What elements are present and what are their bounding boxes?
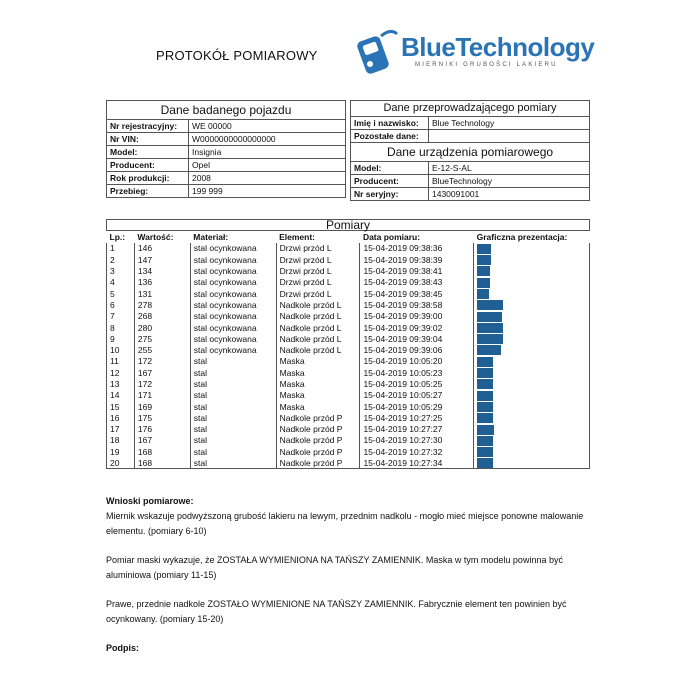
table-row <box>107 299 590 310</box>
graphic-cell <box>474 254 590 265</box>
vehicle-heading: Dane badanego pojazdu <box>107 101 346 120</box>
table-row <box>107 390 590 401</box>
device-icon <box>355 26 399 76</box>
column-header: Lp.: <box>109 232 126 243</box>
vehicle-row <box>107 120 346 133</box>
vehicle-label: Przebieg: <box>107 185 189 198</box>
lp-cell: 13 <box>107 378 135 389</box>
material-cell: stal ocynkowana <box>190 322 276 333</box>
lp-cell: 18 <box>107 435 135 446</box>
thickness-bar <box>477 391 493 401</box>
vehicle-row <box>107 146 346 159</box>
lp-cell: 19 <box>107 446 135 457</box>
element-cell: Nadkole przód L <box>276 322 360 333</box>
element-cell: Drzwi przód L <box>276 277 360 288</box>
column-header: Materiał: <box>193 232 229 243</box>
element-cell: Maska <box>276 367 360 378</box>
graphic-cell <box>474 367 590 378</box>
table-row <box>107 311 590 322</box>
date-cell: 15-04-2019 10:05:29 <box>360 401 474 412</box>
thickness-bar <box>477 402 493 412</box>
value-cell: 169 <box>134 401 190 412</box>
conclusion-2: Pomiar maski wykazuje, że ZOSTAŁA WYMIENIONA NA TAŃSZY ZAMIENNIK. Maska w tym modelu powinna być aluminiowa (pomiary 11-15) <box>106 555 563 580</box>
value-cell: 275 <box>134 333 190 344</box>
graphic-cell <box>474 401 590 412</box>
vehicle-label: Nr rejestracyjny: <box>107 120 189 133</box>
vehicle-row <box>107 133 346 146</box>
thickness-bar <box>477 323 503 333</box>
value-cell: 268 <box>134 311 190 322</box>
value-cell: 176 <box>134 424 190 435</box>
element-cell: Drzwi przód L <box>276 288 360 299</box>
value-cell: 172 <box>134 378 190 389</box>
material-cell: stal ocynkowana <box>190 265 276 276</box>
thickness-bar <box>477 278 490 288</box>
vehicle-value: 2008 <box>189 172 346 185</box>
material-cell: stal <box>190 457 276 468</box>
table-row <box>107 457 590 468</box>
table-row <box>107 401 590 412</box>
table-row <box>107 378 590 389</box>
lp-cell: 6 <box>107 299 135 310</box>
date-cell: 15-04-2019 10:05:27 <box>360 390 474 401</box>
table-row <box>107 435 590 446</box>
value-cell: 168 <box>134 457 190 468</box>
graphic-cell <box>474 322 590 333</box>
material-cell: stal <box>190 356 276 367</box>
material-cell: stal ocynkowana <box>190 277 276 288</box>
measurements-table <box>106 219 590 469</box>
value-cell: 136 <box>134 277 190 288</box>
conclusions-heading: Wnioski pomiarowe: <box>106 496 194 506</box>
element-cell: Drzwi przód L <box>276 254 360 265</box>
thickness-bar <box>477 244 491 254</box>
graphic-cell <box>474 243 590 254</box>
material-cell: stal <box>190 378 276 389</box>
table-row <box>107 288 590 299</box>
value-cell: 255 <box>134 344 190 355</box>
element-cell: Nadkole przód L <box>276 333 360 344</box>
graphic-cell <box>474 299 590 310</box>
element-cell: Nadkole przód L <box>276 344 360 355</box>
element-cell: Nadkole przód P <box>276 457 360 468</box>
thickness-bar <box>477 368 493 378</box>
vehicle-label: Producent: <box>107 159 189 172</box>
thickness-bar <box>477 447 493 457</box>
material-cell: stal <box>190 412 276 423</box>
material-cell: stal <box>190 446 276 457</box>
table-row <box>107 424 590 435</box>
material-cell: stal ocynkowana <box>190 311 276 322</box>
column-header: Graficzna prezentacja: <box>476 232 568 243</box>
thickness-bar <box>477 425 493 435</box>
thickness-bar <box>477 312 502 322</box>
measurer-label: Pozostałe dane: <box>351 130 429 143</box>
element-cell: Maska <box>276 401 360 412</box>
graphic-cell <box>474 390 590 401</box>
vehicle-label: Model: <box>107 146 189 159</box>
graphic-cell <box>474 424 590 435</box>
device-row <box>351 175 590 188</box>
graphic-cell <box>474 446 590 457</box>
date-cell: 15-04-2019 10:27:25 <box>360 412 474 423</box>
thickness-bar <box>477 266 490 276</box>
table-row <box>107 412 590 423</box>
brand-tagline: MIERNIKI GRUBOŚCI LAKIERU <box>415 62 558 68</box>
lp-cell: 3 <box>107 265 135 276</box>
graphic-cell <box>474 344 590 355</box>
element-cell: Nadkole przód P <box>276 435 360 446</box>
conclusion-1: Miernik wskazuje podwyższoną grubość lakieru na lewym, przednim nadkolu - mogło mieć miejsce ponowne malowanie elementu. (pomiary 6-10) <box>106 511 584 536</box>
lp-cell: 10 <box>107 344 135 355</box>
value-cell: 147 <box>134 254 190 265</box>
device-label: Model: <box>351 162 429 175</box>
value-cell: 175 <box>134 412 190 423</box>
measurer-row <box>351 117 590 130</box>
graphic-cell <box>474 265 590 276</box>
thickness-bar <box>477 345 501 355</box>
column-header: Wartość: <box>137 232 174 243</box>
thickness-bar <box>477 300 503 310</box>
brand-logo <box>355 26 595 78</box>
table-row <box>107 356 590 367</box>
lp-cell: 11 <box>107 356 135 367</box>
vehicle-label: Rok produkcji: <box>107 172 189 185</box>
table-row <box>107 254 590 265</box>
value-cell: 167 <box>134 435 190 446</box>
device-value: E-12-S-AL <box>429 162 590 175</box>
measurer-table <box>350 100 590 201</box>
lp-cell: 2 <box>107 254 135 265</box>
material-cell: stal <box>190 390 276 401</box>
table-row <box>107 265 590 276</box>
material-cell: stal ocynkowana <box>190 299 276 310</box>
material-cell: stal <box>190 401 276 412</box>
column-header: Data pomiaru: <box>362 232 421 243</box>
value-cell: 278 <box>134 299 190 310</box>
value-cell: 131 <box>134 288 190 299</box>
device-row <box>351 162 590 175</box>
element-cell: Nadkole przód P <box>276 424 360 435</box>
material-cell: stal ocynkowana <box>190 288 276 299</box>
date-cell: 15-04-2019 09:38:45 <box>360 288 474 299</box>
lp-cell: 9 <box>107 333 135 344</box>
element-cell: Drzwi przód L <box>276 265 360 276</box>
date-cell: 15-04-2019 09:38:41 <box>360 265 474 276</box>
graphic-cell <box>474 378 590 389</box>
value-cell: 280 <box>134 322 190 333</box>
device-label: Producent: <box>351 175 429 188</box>
vehicle-value: Insignia <box>189 146 346 159</box>
date-cell: 15-04-2019 10:27:30 <box>360 435 474 446</box>
element-cell: Maska <box>276 390 360 401</box>
device-value: BlueTechnology <box>429 175 590 188</box>
material-cell: stal <box>190 435 276 446</box>
material-cell: stal <box>190 367 276 378</box>
date-cell: 15-04-2019 10:05:20 <box>360 356 474 367</box>
date-cell: 15-04-2019 09:38:43 <box>360 277 474 288</box>
graphic-cell <box>474 435 590 446</box>
date-cell: 15-04-2019 10:27:32 <box>360 446 474 457</box>
column-header: Element: <box>279 232 315 243</box>
table-row <box>107 446 590 457</box>
lp-cell: 16 <box>107 412 135 423</box>
element-cell: Nadkole przód P <box>276 412 360 423</box>
lp-cell: 17 <box>107 424 135 435</box>
vehicle-value: WE 00000 <box>189 120 346 133</box>
lp-cell: 4 <box>107 277 135 288</box>
date-cell: 15-04-2019 10:05:25 <box>360 378 474 389</box>
value-cell: 172 <box>134 356 190 367</box>
measurer-label: Imię i nazwisko: <box>351 117 429 130</box>
table-row <box>107 277 590 288</box>
date-cell: 15-04-2019 09:38:39 <box>360 254 474 265</box>
date-cell: 15-04-2019 10:27:34 <box>360 457 474 468</box>
vehicle-table <box>106 100 346 198</box>
table-row <box>107 322 590 333</box>
date-cell: 15-04-2019 10:27:27 <box>360 424 474 435</box>
vehicle-label: Nr VIN: <box>107 133 189 146</box>
material-cell: stal ocynkowana <box>190 333 276 344</box>
thickness-bar <box>477 436 493 446</box>
measurer-value: Blue Technology <box>429 117 590 130</box>
measurer-value <box>429 130 590 143</box>
element-cell: Drzwi przód L <box>276 243 360 254</box>
vehicle-value: Opel <box>189 159 346 172</box>
device-value: 1430091001 <box>429 188 590 201</box>
lp-cell: 7 <box>107 311 135 322</box>
table-row <box>107 367 590 378</box>
thickness-bar <box>477 379 493 389</box>
table-row <box>107 333 590 344</box>
material-cell: stal ocynkowana <box>190 254 276 265</box>
thickness-bar <box>477 357 493 367</box>
material-cell: stal ocynkowana <box>190 243 276 254</box>
table-row <box>107 243 590 254</box>
vehicle-row <box>107 185 346 198</box>
material-cell: stal <box>190 424 276 435</box>
element-cell: Maska <box>276 378 360 389</box>
graphic-cell <box>474 356 590 367</box>
lp-cell: 15 <box>107 401 135 412</box>
value-cell: 134 <box>134 265 190 276</box>
date-cell: 15-04-2019 09:39:04 <box>360 333 474 344</box>
date-cell: 15-04-2019 09:38:58 <box>360 299 474 310</box>
brand-name: BlueTechnology <box>401 32 595 62</box>
lp-cell: 1 <box>107 243 135 254</box>
vehicle-row <box>107 159 346 172</box>
thickness-bar <box>477 458 493 468</box>
graphic-cell <box>474 457 590 468</box>
lp-cell: 5 <box>107 288 135 299</box>
graphic-cell <box>474 277 590 288</box>
graphic-cell <box>474 288 590 299</box>
lp-cell: 20 <box>107 457 135 468</box>
vehicle-value: 199 999 <box>189 185 346 198</box>
table-row <box>107 344 590 355</box>
date-cell: 15-04-2019 10:05:23 <box>360 367 474 378</box>
vehicle-value: W0000000000000000 <box>189 133 346 146</box>
element-cell: Maska <box>276 356 360 367</box>
element-cell: Nadkole przód L <box>276 311 360 322</box>
conclusion-3: Prawe, przednie nadkole ZOSTAŁO WYMIENIONE NA TAŃSZY ZAMIENNIK. Fabrycznie element ten powinien być ocynkowany. (pomiary 15-20) <box>106 599 567 624</box>
page-title: PROTOKÓŁ POMIAROWY <box>156 48 318 63</box>
graphic-cell <box>474 333 590 344</box>
device-row <box>351 188 590 201</box>
measurements-heading: Pomiary <box>107 220 590 231</box>
element-cell: Nadkole przód L <box>276 299 360 310</box>
vehicle-row <box>107 172 346 185</box>
date-cell: 15-04-2019 09:39:06 <box>360 344 474 355</box>
value-cell: 171 <box>134 390 190 401</box>
lp-cell: 12 <box>107 367 135 378</box>
conclusions <box>106 494 586 656</box>
value-cell: 168 <box>134 446 190 457</box>
thickness-bar <box>477 289 489 299</box>
measurer-heading: Dane przeprowadzającego pomiary <box>351 101 590 117</box>
thickness-bar <box>477 413 493 423</box>
lp-cell: 8 <box>107 322 135 333</box>
graphic-cell <box>474 412 590 423</box>
device-label: Nr seryjny: <box>351 188 429 201</box>
signature-label: Podpis: <box>106 643 139 653</box>
element-cell: Nadkole przód P <box>276 446 360 457</box>
thickness-bar <box>477 255 491 265</box>
device-heading: Dane urządzenia pomiarowego <box>351 143 590 162</box>
date-cell: 15-04-2019 09:39:00 <box>360 311 474 322</box>
graphic-cell <box>474 311 590 322</box>
date-cell: 15-04-2019 09:39:02 <box>360 322 474 333</box>
thickness-bar <box>477 334 503 344</box>
value-cell: 167 <box>134 367 190 378</box>
lp-cell: 14 <box>107 390 135 401</box>
material-cell: stal ocynkowana <box>190 344 276 355</box>
value-cell: 146 <box>134 243 190 254</box>
date-cell: 15-04-2019 09:38:36 <box>360 243 474 254</box>
measurer-row <box>351 130 590 143</box>
